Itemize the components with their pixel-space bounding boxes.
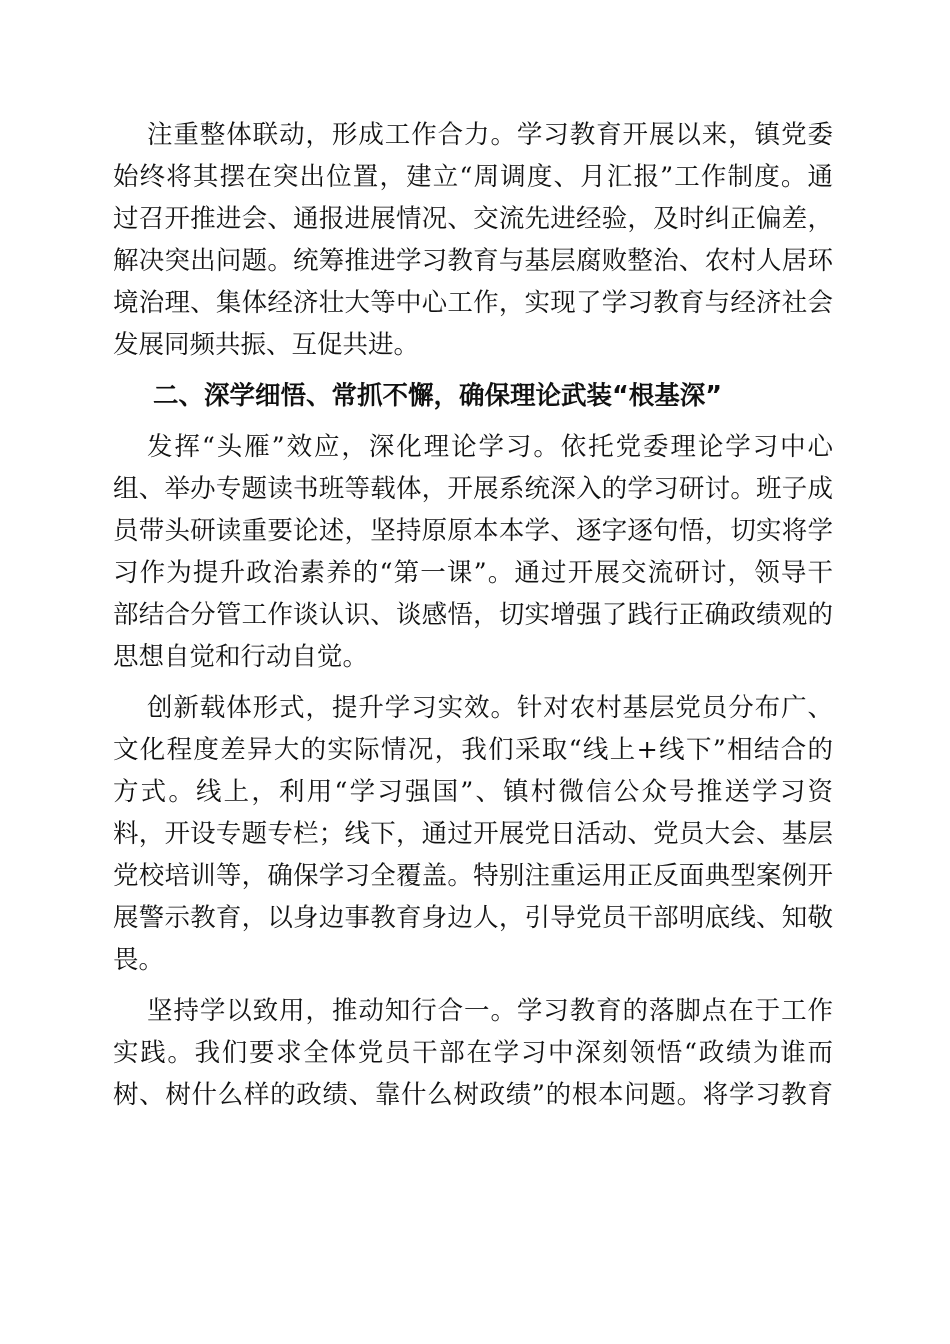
paragraph-2-line-5: 部结合分管工作谈认识、谈感悟，切实增强了践行正确政绩观的 xyxy=(113,600,833,630)
paragraph-1-line-3: 过召开推进会、通报进展情况、交流先进经验，及时纠正偏差， xyxy=(113,204,833,234)
paragraph-4-line-1: 坚持学以致用，推动知行合一。学习教育的落脚点在于工作 xyxy=(147,996,833,1026)
paragraph-3-line-5: 党校培训等，确保学习全覆盖。特别注重运用正反面典型案例开 xyxy=(113,861,833,891)
paragraph-3-line-4: 料，开设专题专栏；线下，通过开展党日活动、党员大会、基层 xyxy=(113,819,833,849)
paragraph-3-line-7: 畏。 xyxy=(113,945,165,975)
paragraph-4-line-3: 树、树什么样的政绩、靠什么树政绩”的根本问题。将学习教育 xyxy=(113,1080,833,1110)
paragraph-2-line-2: 组、举办专题读书班等载体，开展系统深入的学习研讨。班子成 xyxy=(113,474,833,504)
paragraph-3-line-1: 创新载体形式，提升学习实效。针对农村基层党员分布广、 xyxy=(147,693,833,723)
paragraph-1-line-6: 发展同频共振、互促共进。 xyxy=(113,330,420,360)
paragraph-1-line-5: 境治理、集体经济壮大等中心工作，实现了学习教育与经济社会 xyxy=(113,288,833,318)
section-heading-2: 二、深学细悟、常抓不懈，确保理论武装“根基深” xyxy=(153,381,723,411)
paragraph-2-line-3: 员带头研读重要论述，坚持原原本本学、逐字逐句悟，切实将学 xyxy=(113,516,833,546)
paragraph-3-line-3: 方式。线上，利用“学习强国”、镇村微信公众号推送学习资 xyxy=(113,777,833,807)
paragraph-2-line-4: 习作为提升政治素养的“第一课”。通过开展交流研讨，领导干 xyxy=(113,558,833,588)
paragraph-1-line-1: 注重整体联动，形成工作合力。学习教育开展以来，镇党委 xyxy=(147,120,833,150)
paragraph-3-line-2: 文化程度差异大的实际情况，我们采取“线上+线下”相结合的 xyxy=(113,735,833,765)
paragraph-4-line-2: 实践。我们要求全体党员干部在学习中深刻领悟“政绩为谁而 xyxy=(113,1038,833,1068)
paragraph-3-line-6: 展警示教育，以身边事教育身边人，引导党员干部明底线、知敬 xyxy=(113,903,833,933)
paragraph-2-line-1: 发挥“头雁”效应，深化理论学习。依托党委理论学习中心 xyxy=(147,432,833,462)
paragraph-2-line-6: 思想自觉和行动自觉。 xyxy=(113,642,369,672)
document-body xyxy=(113,114,833,1116)
paragraph-1-line-4: 解决突出问题。统筹推进学习教育与基层腐败整治、农村人居环 xyxy=(113,246,833,276)
paragraph-1-line-2: 始终将其摆在突出位置，建立“周调度、月汇报”工作制度。通 xyxy=(113,162,833,192)
